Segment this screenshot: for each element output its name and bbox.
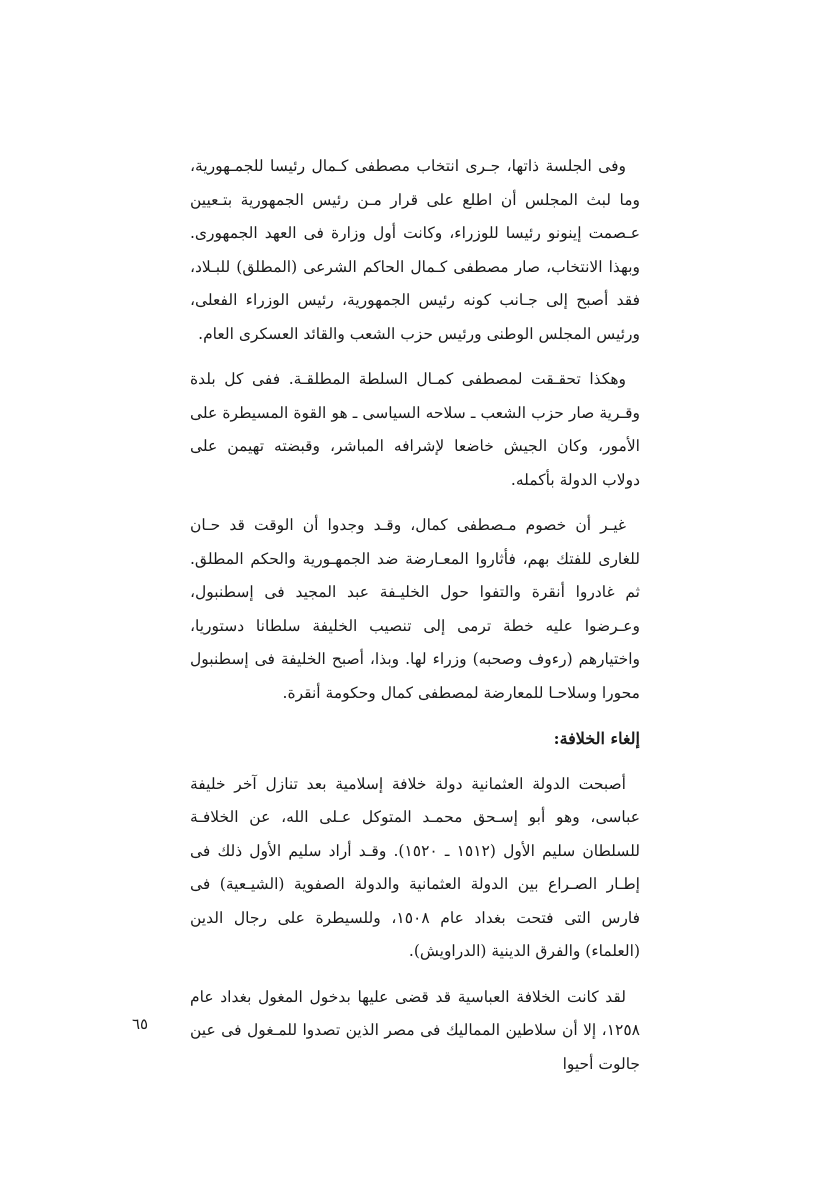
page-number: ٦٥ [132,1015,149,1033]
paragraph-1: وفى الجلسة ذاتها، جـرى انتخاب مصطفى كـمال رئيسا للجمـهورية، وما لبث المجلس أن اطلع على قرار مـن رئيس الجمهورية بتـعيين عـصمت إينونو رئيسا للوزراء، وكانت أول وزارة فى العهد الجمهورى. وبهذا الانتخاب، صار مصطفى كـمال الحاكم الشرعى (المطلق) للبـلاد، فقد أصبح إلى جـانب كونه رئيس الجمهورية، رئيس الوزراء الفعلى، ورئيس المجلس الوطنى ورئيس حزب الشعب والقائد العسكرى العام. [190,157,640,343]
paragraph-3: غيـر أن خصوم مـصطفى كمال، وقـد وجدوا أن الوقت قد حـان للغارى للفتك بهم، فأثاروا المعـارضة ضد الجمهـورية والحكم المطلق. ثم غادروا أنقرة والتفوا حول الخليـفة عبد المجيد فى إسطنبول، وعـرضوا عليه خطة ترمى إلى تنصيب الخليفة سلطانا دستوريا، واختيارهم (رءوف وصحبه) وزراء لها. وبذا، أصبح الخليفة فى إسطنبول محورا وسلاحـا للمعارضة لمصطفى كمال وحكومة أنقرة. [190,516,640,702]
paragraph-4: أصبحت الدولة العثمانية دولة خلافة إسلامية بعد تنازل آخر خليفة عباسى، وهو أبو إسـحق محمـد المتوكل عـلى الله، عن الخلافـة للسلطان سليم الأول (١٥١٢ ـ ١٥٢٠). وقـد أراد سليم الأول ذلك فى إطـار الصـراع بين الدولة العثمانية والدولة الصفوية (الشيـعية) فى فارس التى فتحت بغداد عام ١٥٠٨، وللسيطرة على رجال الدين (العلماء) والفرق الدينية (الدراويش). [190,774,640,960]
paragraph-2: وهكذا تحقـقت لمصطفى كمـال السلطة المطلقـة. ففى كل بلدة وقـرية صار حزب الشعب ـ سلاحه السياسى ـ هو القوة المسيطرة على الأمور، وكان الجيش خاضعا لإشرافه المباشر، وقبضته تهيمن على دولاب الدولة بأكمله. [190,370,640,489]
paragraph-5: لقد كانت الخلافة العباسية قد قضى عليها بدخول المغول بغداد عام ١٢٥٨، إلا أن سلاطين المماليك فى مصر الذين تصدوا للمـغول فى عين جالوت أحيوا [190,987,640,1073]
page-body [190,150,640,1093]
section-heading: إلغاء الخلافة: [553,729,640,748]
